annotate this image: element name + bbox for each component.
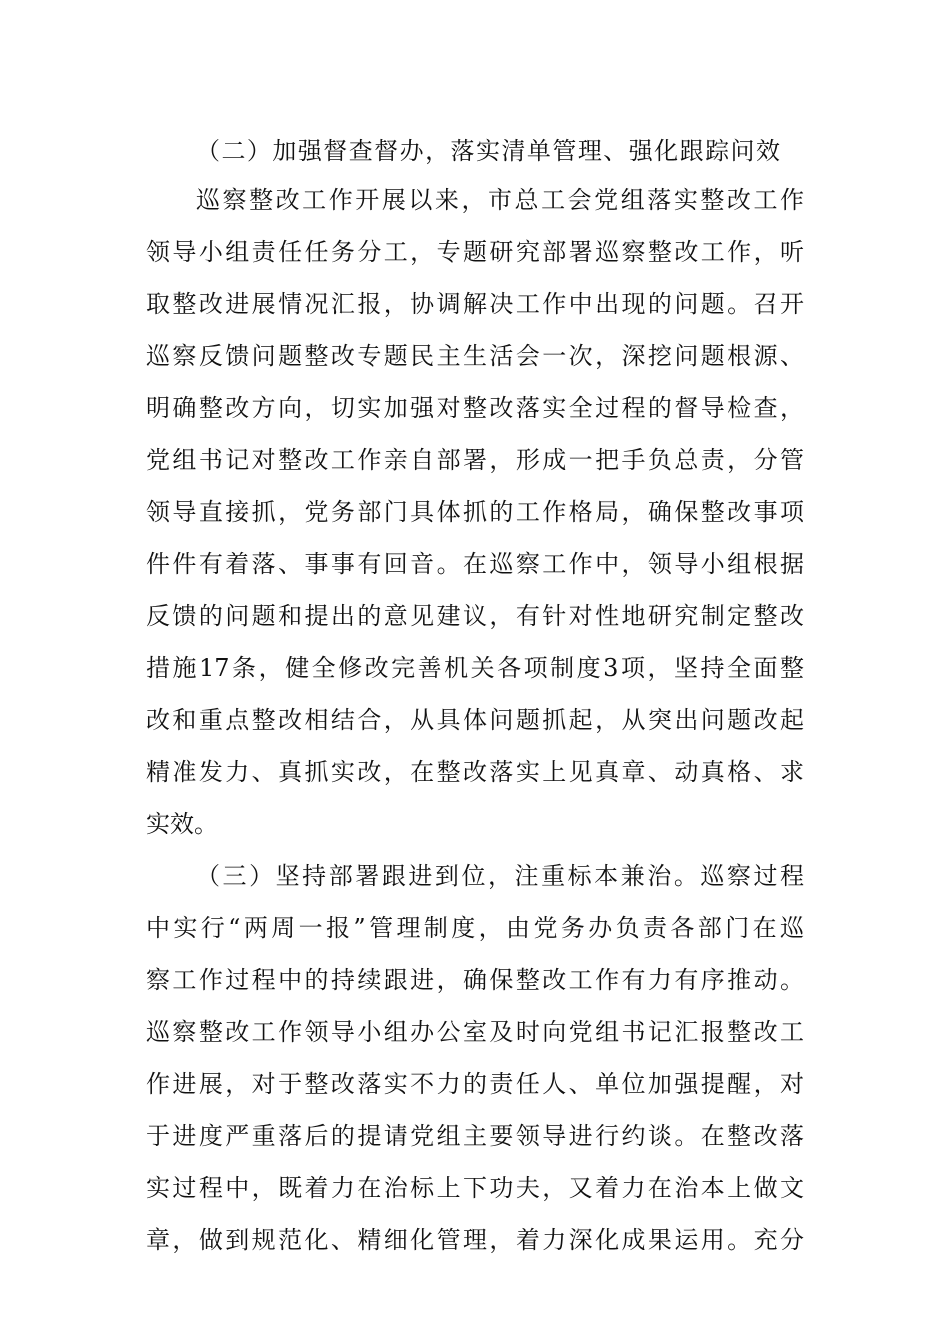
text-line: 于进度严重落后的提请党组主要领导进行约谈。在整改落 bbox=[146, 1122, 804, 1150]
text-line: 实效。 bbox=[146, 810, 218, 838]
text-line: 取整改进展情况汇报，协调解决工作中出现的问题。召开 bbox=[146, 290, 804, 318]
text-line: （三）坚持部署跟进到位，注重标本兼治。巡察过程 bbox=[196, 862, 804, 890]
text-line: 精准发力、真抓实改，在整改落实上见真章、动真格、求 bbox=[146, 758, 804, 786]
text-line: 改和重点整改相结合，从具体问题抓起，从突出问题改起 bbox=[146, 706, 804, 734]
section-heading: （二）加强督查督办，落实清单管理、强化跟踪问效 bbox=[196, 137, 780, 165]
text-line: 章，做到规范化、精细化管理，着力深化成果运用。充分 bbox=[146, 1226, 804, 1254]
text-line: 措施17条，健全修改完善机关各项制度3项，坚持全面整 bbox=[146, 654, 804, 682]
text-line: 件件有着落、事事有回音。在巡察工作中，领导小组根据 bbox=[146, 550, 804, 578]
text-line: 党组书记对整改工作亲自部署，形成一把手负总责，分管 bbox=[146, 446, 804, 474]
text-line: 巡察整改工作开展以来，市总工会党组落实整改工作 bbox=[196, 186, 804, 214]
text-line: 巡察整改工作领导小组办公室及时向党组书记汇报整改工 bbox=[146, 1018, 804, 1046]
text-line: 领导小组责任任务分工，专题研究部署巡察整改工作，听 bbox=[146, 238, 804, 266]
text-line: 领导直接抓，党务部门具体抓的工作格局，确保整改事项 bbox=[146, 498, 804, 526]
text-line: 反馈的问题和提出的意见建议，有针对性地研究制定整改 bbox=[146, 602, 804, 630]
text-line: 明确整改方向，切实加强对整改落实全过程的督导检查， bbox=[146, 394, 804, 422]
text-line: 实过程中，既着力在治标上下功夫，又着力在治本上做文 bbox=[146, 1174, 804, 1202]
text-line: 中实行“两周一报”管理制度，由党务办负责各部门在巡 bbox=[146, 914, 804, 942]
text-line: 作进展，对于整改落实不力的责任人、单位加强提醒，对 bbox=[146, 1070, 804, 1098]
text-line: 察工作过程中的持续跟进，确保整改工作有力有序推动。 bbox=[146, 966, 804, 994]
text-line: 巡察反馈问题整改专题民主生活会一次，深挖问题根源、 bbox=[146, 342, 804, 370]
